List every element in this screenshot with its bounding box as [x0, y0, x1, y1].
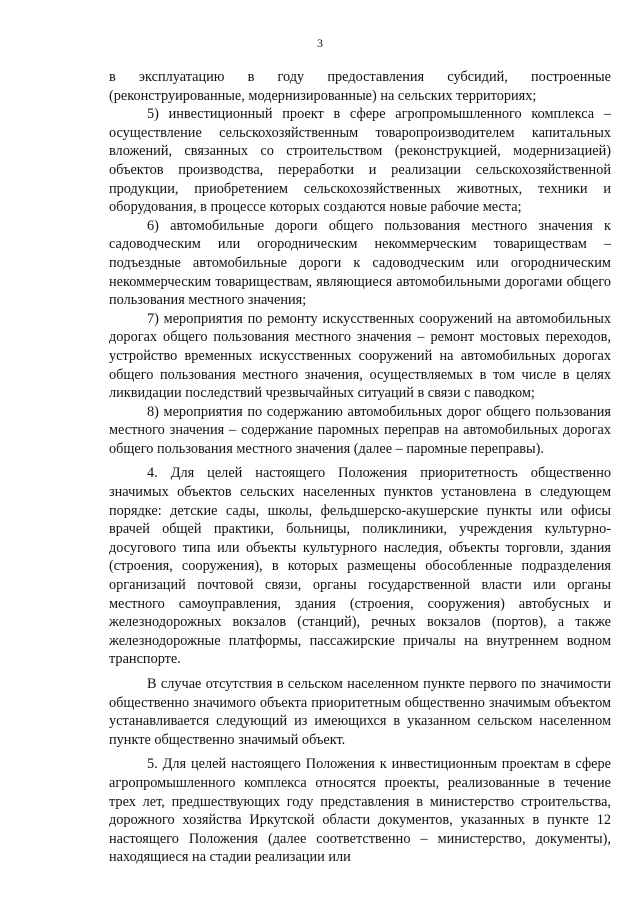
paragraph-clause-4-priority: 4. Для целей настоящего Положения приоритетность общественно значимых объектов сельских населенных пунктов установлена в следующем порядке: детские сады, школы, фельдшерско-акушерские пункты или офисы врачей общей практики, больницы, поликлиники, учреждения культурно-досугового типа или объекты культурного наследия, объекты торговли, здания (строения, сооружения), в которых размещены обособленные подразделения организаций почтовой связи, органы государственной власти или органы местного самоуправления, здания (строения, сооружения) автобусных и железнодорожных вокзалов (станций), речных вокзалов (портов), а также железнодорожные платформы, пассажирские причалы на внутреннем водном транспорте.	[109, 465, 611, 668]
paragraph-clause-5-investment: 5. Для целей настоящего Положения к инвестиционным проектам в сфере агропромышленного комплекса относятся проекты, реализованные в течение трех лет, предшествующих году представления в министерство строительства, дорожного хозяйства Иркутской области документов, указанных в пункте 12 настоящего Положения (далее соответственно – министерство, документы), находящиеся на стадии реализации или	[109, 756, 611, 866]
paragraph-item-8-road-maintenance: 8) мероприятия по содержанию автомобильных дорог общего пользования местного значения – содержание паромных переправ на автомобильных дорогах общего пользования местного значения (далее – паромные переправы).	[109, 403, 611, 457]
paragraph-continuation: в эксплуатацию в году предоставления субсидий, построенные (реконструированные, модернизированные) на сельских территориях;	[109, 69, 611, 104]
paragraph-item-6-roads-to-gardening: 6) автомобильные дороги общего пользования местного значения к садоводческим или огородническим некоммерческим товариществам – подъездные автомобильные дороги к садоводческим или огородническим некоммерческим товариществам, являющиеся автомобильными дорогами общего пользования местного значения;	[109, 217, 611, 309]
document-body	[109, 68, 611, 867]
paragraph-item-5-investment-project: 5) инвестиционный проект в сфере агропромышленного комплекса – осуществление сельскохозяйственным товаропроизводителем капитальных вложений, связанных со строительством (реконструкцией, модернизацией) объектов производства, переработки и реализации сельскохозяйственной продукции, приобретением сельскохозяйственных животных, техники и оборудования, в процессе которых создаются новые рабочие места;	[109, 106, 611, 216]
page-number: 3	[317, 36, 323, 50]
paragraph-absence-rule: В случае отсутствия в сельском населенном пункте первого по значимости общественно значимого объекта приоритетным общественно значимым объектом устанавливается следующий из имеющихся в указанном сельском населенном пункте общественно значимый объект.	[109, 676, 611, 748]
paragraph-item-7-bridge-repair: 7) мероприятия по ремонту искусственных сооружений на автомобильных дорогах общего пользования местного значения – ремонт мостовых переходов, устройство временных искусственных сооружений на автомобильных дорогах общего пользования местного значения, осуществляемых в том числе в целях ликвидации последствий чрезвычайных ситуаций в связи с паводком;	[109, 310, 611, 402]
